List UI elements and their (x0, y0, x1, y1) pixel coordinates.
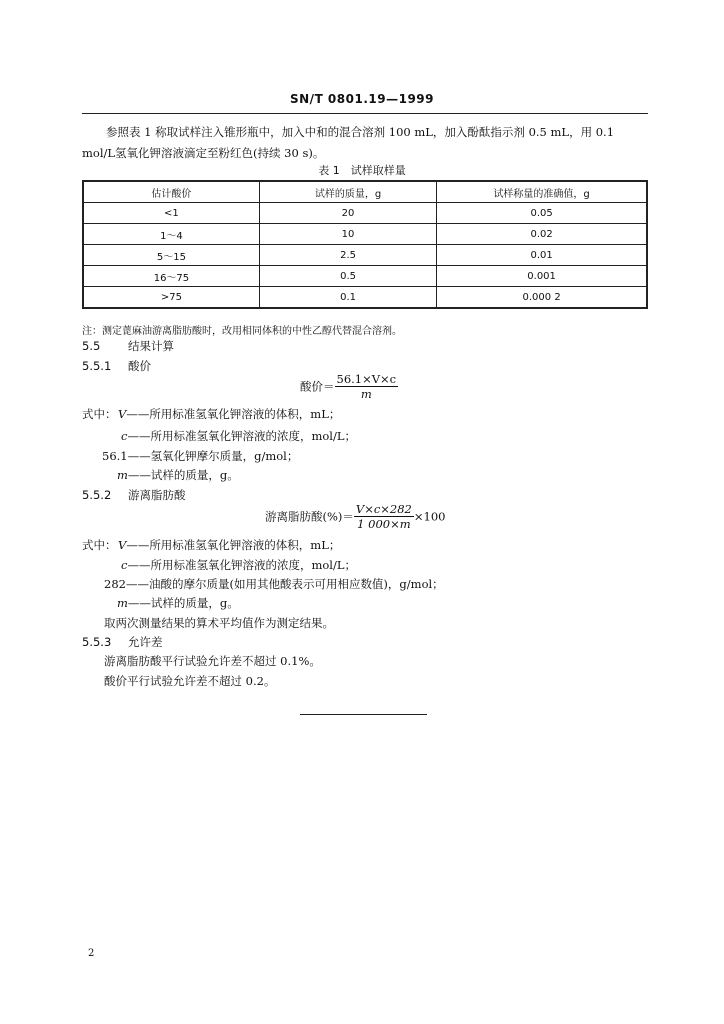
table-cell: 0.01 (437, 245, 647, 266)
section-5-5-1-heading (82, 358, 151, 374)
formula-fraction (335, 372, 399, 401)
formula-denominator: 1 000×m (357, 517, 411, 531)
table-cell: 16～75 (83, 266, 259, 287)
header-rule (82, 113, 648, 114)
tolerance-line: 游离脂肪酸平行试验允许差不超过 0.1%。 (104, 654, 321, 668)
definition-row (121, 428, 356, 444)
formula-lhs: 游离脂肪酸(%)＝ (265, 509, 354, 524)
table-cell: 0.001 (437, 266, 647, 287)
table-cell: 0.1 (259, 287, 436, 309)
table-caption: 表 1 试样取样量 (318, 164, 406, 177)
definition-row (104, 576, 444, 592)
def-dash: —— (127, 596, 151, 610)
def-symbol: V (118, 538, 127, 552)
def-symbol: 56.1 (102, 449, 128, 463)
def-dash: —— (127, 429, 151, 443)
table-cell: 10 (259, 224, 436, 245)
intro-paragraph: 参照表 1 称取试样注入锥形瓶中，加入中和的混合溶剂 100 mL，加入酚酞指示剂 0.5 mL，用 0.1 mol/L氢氧化钾溶液滴定至粉红色(持续 30 s)。 (82, 125, 615, 160)
table-cell: <1 (83, 203, 259, 224)
sample-table (82, 180, 648, 309)
page-number: 2 (88, 948, 95, 959)
section-number: 5.5.1 (82, 359, 112, 373)
table-row (83, 287, 647, 309)
def-dash: —— (127, 449, 151, 463)
definition-row (117, 595, 239, 611)
def-symbol: m (117, 468, 128, 482)
definition-row (117, 467, 239, 483)
def-text: 所用标准氢氧化钾溶液的浓度，mol/L； (150, 429, 356, 443)
section-title: 游离脂肪酸 (128, 488, 186, 502)
table-header-cell: 试样称量的准确值，g (437, 181, 647, 203)
def-symbol: 282 (104, 577, 126, 591)
formula-tail: ×100 (413, 509, 446, 524)
table-cell: 20 (259, 203, 436, 224)
table-cell: 0.5 (259, 266, 436, 287)
def-symbol: c (121, 558, 128, 572)
table-row (83, 224, 647, 245)
definition-row (102, 448, 298, 464)
table-cell: 0.000 2 (437, 287, 647, 309)
section-number: 5.5.3 (82, 635, 112, 649)
def-dash: —— (126, 407, 150, 421)
formula-numerator: V×c×282 (355, 502, 412, 516)
def-text: 氢氧化钾摩尔质量，g/mol； (150, 449, 299, 463)
tolerance-line: 酸价平行试验允许差不超过 0.2。 (104, 674, 276, 688)
table-row (83, 245, 647, 266)
where-prefix: 式中： (82, 407, 117, 421)
table-header-cell: 试样的质量，g (259, 181, 436, 203)
def-text: 所用标准氢氧化钾溶液的体积，mL； (149, 538, 341, 552)
section-title: 结果计算 (128, 339, 174, 353)
table-header-cell: 估计酸价 (83, 181, 259, 203)
table-cell: 1～4 (83, 224, 259, 245)
table-cell: 5～15 (83, 245, 259, 266)
table-row (83, 266, 647, 287)
formula-lhs: 酸价＝ (300, 379, 335, 394)
table-row (83, 203, 647, 224)
result-statement: 取两次测量结果的算术平均值作为测定结果。 (104, 616, 334, 630)
acid-value-formula (300, 372, 398, 401)
where-prefix: 式中： (82, 538, 117, 552)
definition-row (121, 557, 356, 573)
section-5-5-heading (82, 338, 174, 354)
def-symbol: c (121, 429, 128, 443)
formula-numerator: 56.1×V×c (336, 372, 397, 386)
def-text: 所用标准氢氧化钾溶液的浓度，mol/L； (150, 558, 356, 572)
standard-code: SN/T 0801.19—1999 (290, 92, 434, 106)
def-text: 所用标准氢氧化钾溶液的体积，mL； (149, 407, 341, 421)
free-fatty-acid-formula (265, 502, 445, 531)
section-number: 5.5.2 (82, 488, 112, 502)
def-dash: —— (127, 468, 151, 482)
def-dash: —— (127, 558, 151, 572)
end-rule (300, 714, 427, 715)
def-symbol: V (118, 407, 127, 421)
def-text: 试样的质量，g。 (150, 468, 239, 482)
section-number: 5.5 (82, 339, 101, 353)
def-dash: —— (125, 577, 149, 591)
def-text: 试样的质量，g。 (150, 596, 239, 610)
table-cell: >75 (83, 287, 259, 309)
section-5-5-2-heading (82, 487, 186, 503)
table-note: 注：测定蓖麻油游离脂肪酸时，改用相同体积的中性乙醇代替混合溶剂。 (82, 326, 402, 337)
table-cell: 2.5 (259, 245, 436, 266)
definition-row (118, 537, 340, 553)
table-cell: 0.02 (437, 224, 647, 245)
definition-row (118, 406, 340, 422)
section-5-5-3-heading (82, 634, 163, 650)
section-title: 酸价 (128, 359, 151, 373)
def-dash: —— (126, 538, 150, 552)
table-header-row (83, 181, 647, 203)
table-cell: 0.05 (437, 203, 647, 224)
formula-denominator: m (360, 387, 372, 401)
def-symbol: m (117, 596, 128, 610)
def-text: 油酸的摩尔质量(如用其他酸表示可用相应数值)，g/mol； (148, 577, 444, 591)
section-title: 允许差 (128, 635, 163, 649)
formula-fraction (354, 502, 414, 531)
